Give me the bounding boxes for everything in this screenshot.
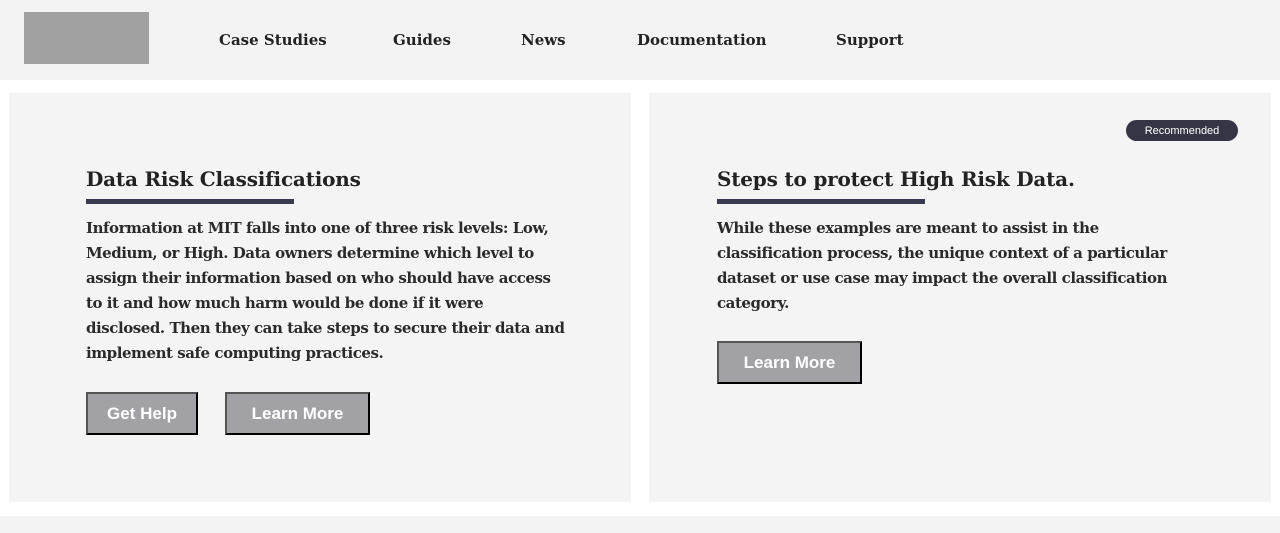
site-footer [0,516,1280,533]
card-body [717,216,1237,316]
nav-item-documentation[interactable]: Documentation [637,31,767,49]
card-body [86,216,606,366]
nav-item-news[interactable]: News [521,31,566,49]
body-line: Information at MIT falls into one of three risk levels: Low, [86,219,549,237]
nav-item-case-studies[interactable]: Case Studies [219,31,327,49]
body-line: to it and how much harm would be done if it were [86,294,484,312]
learn-more-button[interactable]: Learn More [225,392,370,435]
logo-placeholder[interactable] [24,12,149,64]
get-help-button[interactable]: Get Help [86,392,198,435]
title-underline [717,199,925,204]
body-line: classification process, the unique context of a particular [717,244,1167,262]
body-line: disclosed. Then they can take steps to secure their data and [86,319,565,337]
title-underline [86,199,294,204]
nav-item-support[interactable]: Support [836,31,904,49]
nav-item-guides[interactable]: Guides [393,31,451,49]
body-line: Medium, or High. Data owners determine which level to [86,244,534,262]
body-line: category. [717,294,789,312]
body-line: While these examples are meant to assist in the [717,219,1099,237]
recommended-badge: Recommended [1126,120,1238,141]
learn-more-button[interactable]: Learn More [717,341,862,384]
body-line: implement safe computing practices. [86,344,384,362]
body-line: dataset or use case may impact the overall classification [717,269,1168,287]
site-header [0,0,1280,80]
body-line: assign their information based on who should have access [86,269,551,287]
card-title: Data Risk Classifications [86,167,361,191]
card-title: Steps to protect High Risk Data. [717,167,1075,191]
